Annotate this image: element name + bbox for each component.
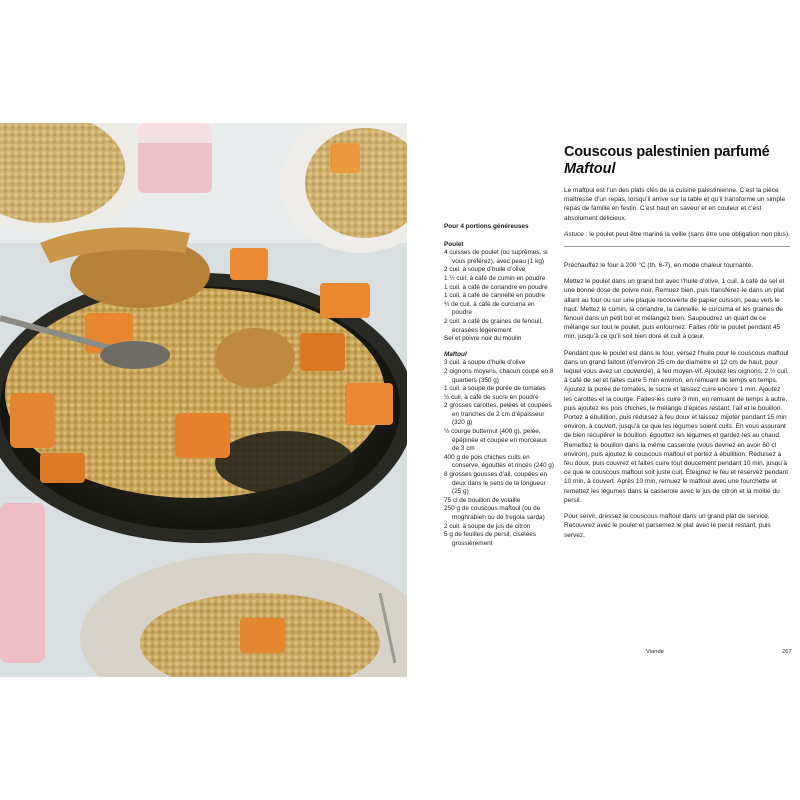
recipe-photo — [0, 123, 407, 677]
ingredients-list — [444, 223, 554, 548]
intro-paragraph: Le maftoul est l’un des plats clés de la cuisine palestinienne. C’est la pièce maîtresse d’un repas, lorsqu’il arrive sur la table et qu’il transforme un simple repas de famille en festin. C’est haut en saveur et en couleur et c’est absolument délicieux. — [564, 187, 786, 222]
divider — [564, 246, 790, 247]
ingredient-item: Sel et poivre noir du moulin — [444, 335, 522, 343]
ingredient-item: 250 g de couscous maftoul (ou de moghrabieh ou de fregola sarda) — [444, 505, 545, 521]
ingredient-item: 3 cuil. à soupe d’huile d’olive — [444, 359, 526, 367]
ingredient-item: ¾ de cuil. à café de curcuma en poudre — [444, 300, 535, 317]
tip-text: le poulet peut être mariné la veille (sans être une obligation non plus). — [587, 230, 790, 238]
recipe-subtitle: Maftoul — [564, 161, 616, 177]
ingredient-item: 8 grosses gousses d’ail, coupées en deux dans le sens de la longueur (25 g) — [444, 471, 548, 496]
footer-section: Viande — [646, 649, 664, 655]
chicken-ingredients — [444, 249, 554, 344]
ingredient-item: 2 cuil. à café de graines de fenouil, écrasées légèrement — [444, 317, 543, 334]
section-maftoul-heading: Maftoul — [444, 350, 467, 358]
ingredient-item: 1 cuil. à café de coriandre en poudre — [444, 283, 548, 291]
recipe-title-block — [564, 144, 794, 178]
ingredient-item: 75 cl de bouillon de volaille — [444, 496, 521, 504]
recipe-body — [564, 186, 790, 547]
ingredient-item: 2 oignons moyens, chacun coupé en 8 quartiers (350 g) — [444, 367, 554, 384]
ingredient-item: 5 g de feuilles de persil, ciselées grossièrement — [444, 531, 537, 547]
page-number: 267 — [782, 649, 792, 655]
ingredient-item: ½ cuil. à café de sucre en poudre — [444, 393, 539, 401]
method-step: Pendant que le poulet est dans le four, versez l’huile pour le couscous maftoul dans un grand faitout (d’environ 25 cm de diamètre et 12 cm de haut, pour lequel vous avez un couvercle), à feu moyen-vif. Ajoutez les oignons, 2 ½ cuil. à café de sel et faites cuire 5 min environ, en remuant de temps en temps. Ajoutez la purée de tomates, le sucre et laissez cuire encore 1 min. Ajoutez les carottes et la courge. Faites-les cuire 3 min, en remuant de temps à autre, puis ajoutez les pois chiches, le mélange d’épices restant, l’ail et le bouillon. Portez à ébullition, puis réduisez à feu doux et laissez mijoter pendant 15 min environ, à couvert, jusqu’à ce que les légumes soient cuits. En vous assurant de bien récupérer le bouillon, égouttez les légumes et gardez-les au chaud. Remettez le bouillon dans la même casserole (vous devriez en avoir 60 cl environ), puis ajoutez le couscous maftoul et portez à ébullition. Réduisez à feu doux, puis couvrez et faites cuire tout doucement pendant 10 min, jusqu’à ce que le couscous maftoul soit juste cuit. Éteignez le feu et réservez pendant 10 min, à couvert. Après 10 min, remuez le maftoul avec une fourchette et remettez les légumes dans la casserole avec le jus de citron et la moitié du persil. — [564, 349, 789, 504]
ingredient-item: 2 grosses carottes, pelées et coupées en tranches de 2 cm d’épaisseur (320 g) — [444, 402, 552, 427]
ingredient-item: 1 cuil. à café de cannelle en poudre — [444, 292, 545, 300]
ingredient-item: 1 cuil. à soupe de purée de tomates — [444, 385, 546, 393]
ingredient-item: 2 cuil. à soupe de jus de citron — [444, 522, 531, 530]
recipe-title: Couscous palestinien parfumé — [564, 144, 770, 160]
method-steps — [564, 261, 790, 540]
ingredient-item: ½ courge butternut (400 g), pelée, épépinée et coupée en morceaux de 3 cm — [444, 428, 547, 453]
ingredient-item: 4 cuisses de poulet (ou suprêmes, si vous préférez), avec peau (1 kg) — [444, 249, 548, 265]
tip-label: Astuce : — [564, 230, 588, 238]
maftoul-ingredients — [444, 359, 554, 548]
ingredient-item: 400 g de pois chiches cuits en conserve, égouttés et rincés (240 g) — [444, 453, 554, 470]
servings: Pour 4 portions généreuses — [444, 223, 529, 230]
method-step: Pour servir, dressez le couscous maftoul dans un grand plat de service. Recouvrez avec le poulet et parsemez le plat avec le persil restant, puis servez. — [564, 513, 771, 539]
method-step: Préchauffez le four à 200 °C (th. 6-7), en mode chaleur tournante. — [564, 262, 754, 270]
tip-paragraph — [564, 230, 790, 239]
ingredient-item: 1 ½ cuil. à café de cumin en poudre — [444, 274, 546, 282]
couscous-dish-illustration — [0, 123, 407, 677]
ingredient-item: 2 cuil. à soupe d’huile d’olive — [444, 266, 526, 274]
section-chicken-heading: Poulet — [444, 240, 464, 248]
method-step: Mettez le poulet dans un grand bol avec l’huile d’olive, 1 cuil. à café de sel et une bonne dose de poivre noir. Remuez bien, puis transférez-le dans un plat allant au four ou sur une plaque recouverte de papier cuisson, peau vers le haut. Mettez le cumin, la coriandre, la cannelle, le curcuma et les graines de fenouil dans un petit bol et mélangez bien. Saupoudrez un quart de ce mélange sur tout le poulet, puis enfournez. Faites rôtir le poulet pendant 45 min, jusqu’à ce qu’il soit bien doré et cuit à cœur. — [564, 278, 785, 341]
